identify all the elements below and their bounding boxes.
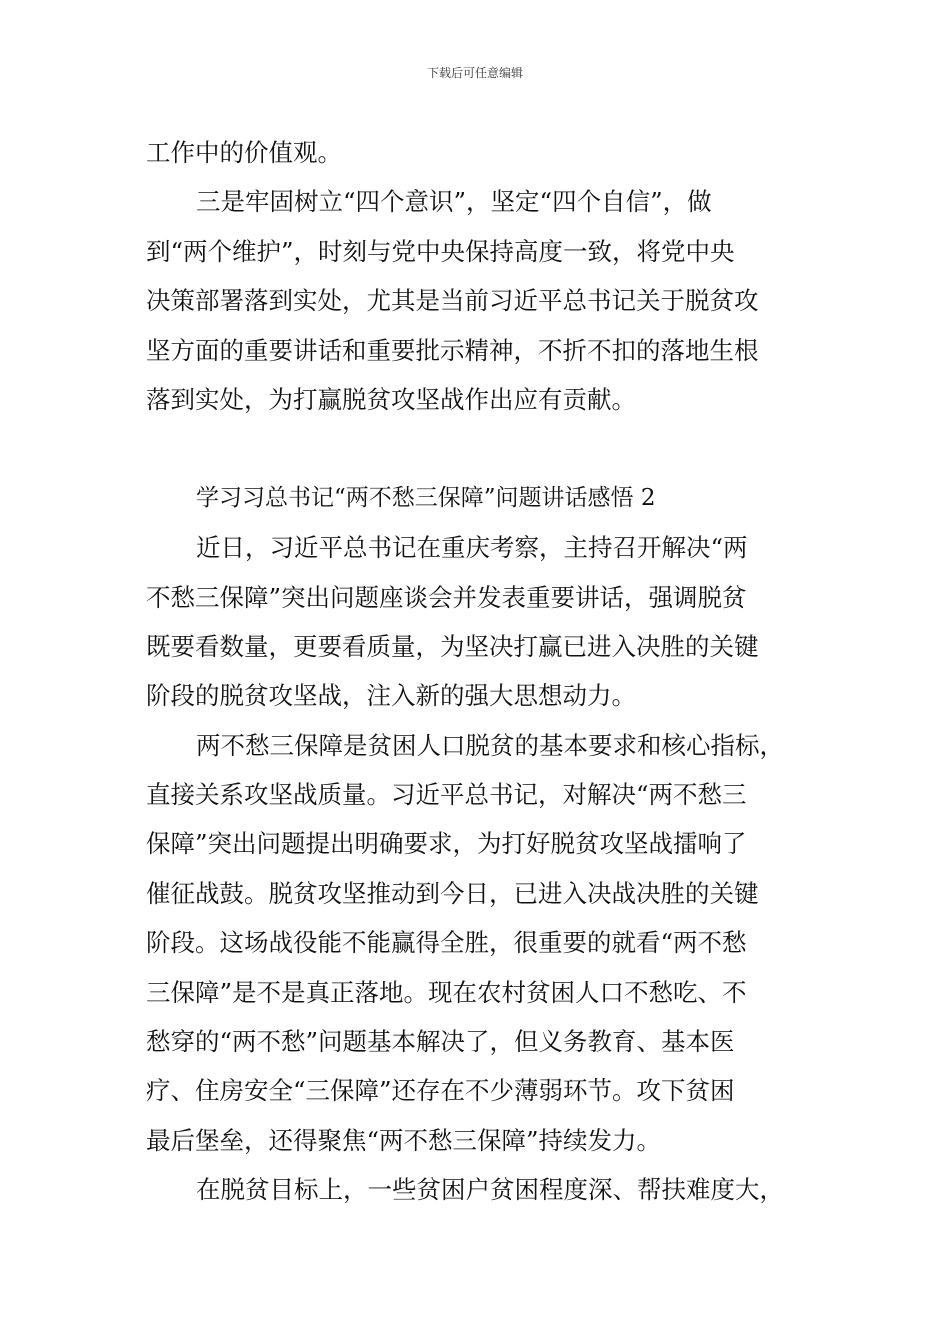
text-line: 落到实处，为打赢脱贫攻坚战作出应有贡献。	[146, 384, 636, 414]
text-line: 两不愁三保障是贫困人口脱贫的基本要求和核心指标，	[196, 730, 784, 760]
text-line: 三保障”是不是真正落地。现在农村贫困人口不愁吃、不	[146, 977, 747, 1007]
text-line: 工作中的价值观。	[146, 138, 342, 167]
text-line: 保障”突出问题提出明确要求，为打好脱贫攻坚战擂响了	[146, 829, 747, 859]
text-line: 在脱贫目标上，一些贫困户贫困程度深、帮扶难度大，	[196, 1175, 784, 1205]
text-line: 阶段。这场战役能不能赢得全胜，很重要的就看“两不愁	[146, 928, 747, 958]
page-header: 下载后可任意编辑	[426, 66, 523, 80]
section-title: 学习习总书记“两不愁三保障”问题讲话感悟 2	[196, 484, 656, 511]
text-line: 阶段的脱贫攻坚战，注入新的强大思想动力。	[146, 681, 636, 711]
text-line: 决策部署落到实处，尤其是当前习近平总书记关于脱贫攻	[146, 286, 759, 316]
text-line: 近日，习近平总书记在重庆考察，主持召开解决“两	[196, 533, 748, 563]
text-line: 疗、住房安全“三保障”还存在不少薄弱环节。攻下贫困	[146, 1076, 735, 1106]
text-line: 最后堡垒，还得聚焦“两不愁三保障”持续发力。	[146, 1125, 662, 1155]
text-line: 既要看数量，更要看质量，为坚决打赢已进入决胜的关键	[146, 631, 759, 661]
text-line: 催征战鼓。脱贫攻坚推动到今日，已进入决战决胜的关键	[146, 878, 759, 908]
text-line: 到“两个维护”，时刻与党中央保持高度一致，将党中央	[146, 236, 735, 266]
text-line: 三是牢固树立“四个意识”，坚定“四个自信”，做	[196, 187, 712, 217]
text-line: 不愁三保障”突出问题座谈会并发表重要讲话，强调脱贫	[146, 582, 747, 612]
document-body	[146, 128, 826, 1215]
text-line: 坚方面的重要讲话和重要批示精神，不折不扣的落地生根	[146, 335, 759, 365]
text-line: 愁穿的“两不愁”问题基本解决了，但义务教育、基本医	[146, 1027, 735, 1057]
text-line: 直接关系攻坚战质量。习近平总书记，对解决“两不愁三	[146, 780, 747, 810]
blank-line	[146, 424, 826, 473]
